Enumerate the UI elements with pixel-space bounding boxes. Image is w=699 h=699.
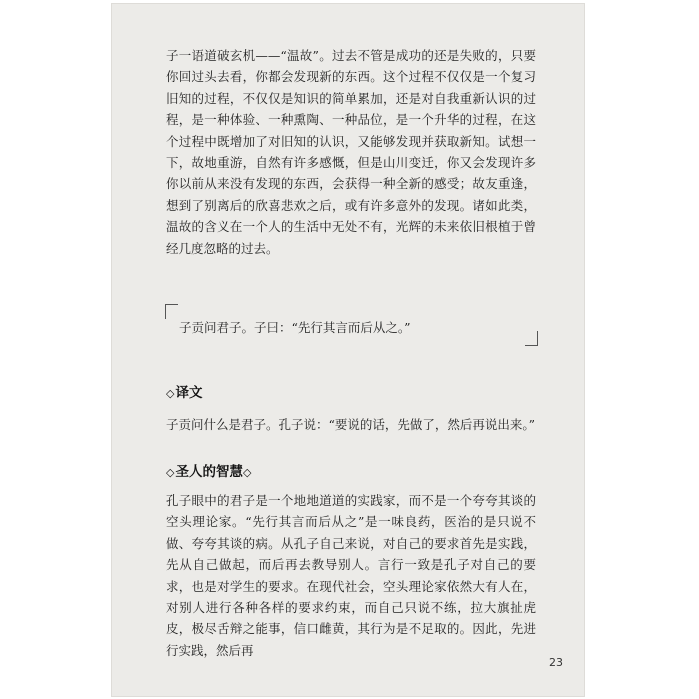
wisdom-heading-label: 圣人的智慧	[175, 464, 243, 480]
diamond-marker-icon: ◇	[166, 387, 175, 400]
bracket-top-left	[165, 304, 178, 319]
diamond-marker-icon: ◇	[166, 466, 175, 479]
confucius-quote: 子贡问君子。子曰：“先行其言而后从之。”	[179, 320, 411, 335]
page-number: 23	[549, 656, 563, 669]
bracket-bottom-right	[525, 331, 538, 346]
diamond-marker-icon: ◇	[242, 466, 252, 479]
wisdom-paragraph: 孔子眼中的君子是一个地地道道的实践家，而不是一个夸夸其谈的空头理论家。“先行其言而后从之”是一味良药，医治的是只说不做、夸夸其谈的病。从孔子自己来说，对自己的要求首先是实践，先从自己做起，而后再去教导别人。言行一致是孔子对自己的要求，也是对学生的要求。在现代社会，空头理论家依然大有人在，对别人进行各种各样的要求约束，而自己只说不练，拉大旗扯虎皮，极尽舌辩之能事，信口雌黄，其行为是不足取的。因此，先进行实践，然后再	[166, 493, 536, 658]
body-paragraph: 子一语道破玄机——“温故”。过去不管是成功的还是失败的，只要你回过头去看，你都会发现新的东西。这个过程不仅仅是一个复习旧知的过程，不仅仅是知识的简单累加，还是对自我重新认识的过程，是一种体验、一种熏陶、一种品位，是一个升华的过程，在这个过程中既增加了对旧知的认识，又能够发现并获取新知。试想一下，故地重游，自然有许多感慨，但是山川变迁，你又会发现许多你以前从来没有发现的东西，会获得一种全新的感受；故友重逢，想到了别离后的欣喜悲欢之后，或有许多意外的发现。诸如此类，温故的含义在一个人的生活中无处不有，光辉的未来依旧根植于曾经几度忽略的过去。	[166, 48, 536, 256]
wisdom-heading	[166, 460, 252, 480]
translation-paragraph: 子贡问什么是君子。孔子说：“要说的话，先做了，然后再说出来。”	[166, 417, 536, 432]
book-page	[112, 4, 584, 696]
quote-box	[165, 304, 538, 346]
translation-heading	[166, 381, 202, 401]
translation-heading-label: 译文	[175, 385, 203, 401]
